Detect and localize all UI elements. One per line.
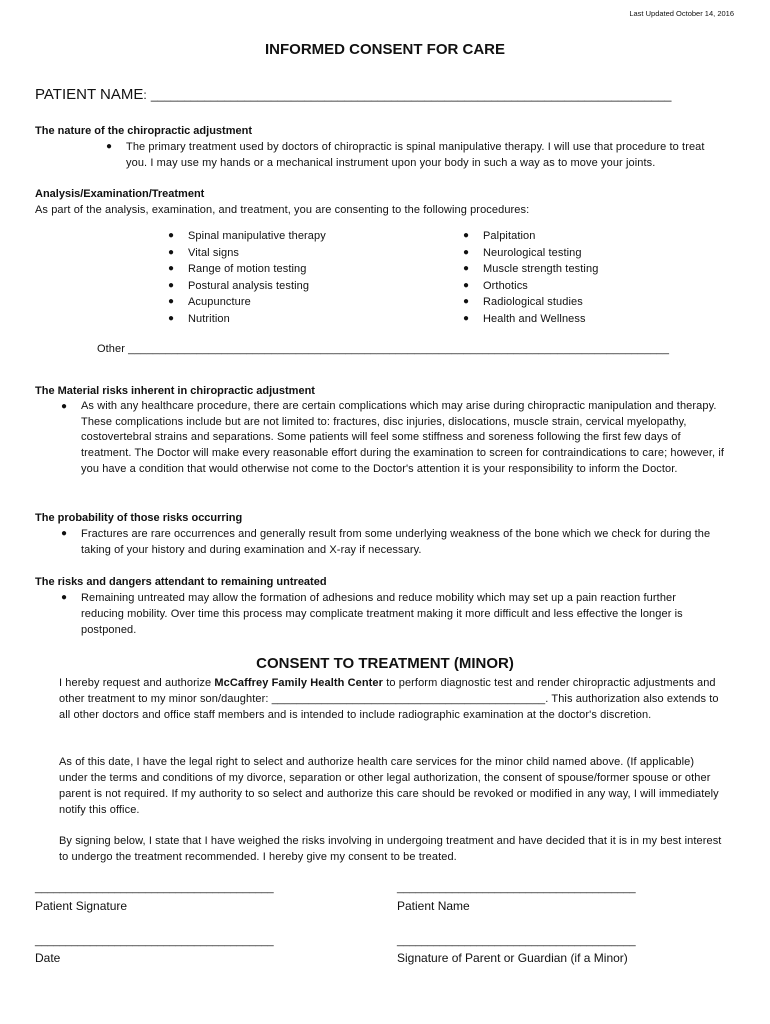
- nature-heading: The nature of the chiropractic adjustment: [35, 125, 252, 137]
- bullet-icon: ●: [463, 312, 470, 324]
- list-item: ● Neurological testing: [483, 245, 723, 262]
- patient-name-field[interactable]: ______________________________________________________________________________: [150, 88, 672, 102]
- guardian-signature-label: Signature of Parent or Guardian (if a Minor): [397, 951, 628, 965]
- patient-name-label: PATIENT NAME: [35, 86, 144, 103]
- untreated-list: [61, 590, 721, 638]
- bullet-icon: ●: [61, 592, 68, 603]
- bullet-icon: ●: [463, 296, 470, 307]
- probability-list: [61, 526, 733, 558]
- bullet-icon: ●: [168, 312, 175, 324]
- list-item: ● Acupuncture: [188, 294, 428, 311]
- clinic-name: McCaffrey Family Health Center: [214, 677, 384, 689]
- list-item: ● Muscle strength testing: [483, 261, 723, 278]
- untreated-heading: The risks and dangers attendant to remaining untreated: [35, 576, 327, 588]
- patient-name-row: PATIENT NAME: ______________________________________________________________________________: [35, 86, 672, 103]
- minor-paragraph-1: I hereby request and authorize McCaffrey Family Health Center to perform diagnostic test and render chiropractic adjustments and other treatment to my minor son/daughter: ____________________________________________. This authorization also extends to all other doctors and office staff members and is intended to include radiographic examination at the doctor's discretion.: [59, 677, 719, 721]
- minor-paragraph-3: By signing below, I state that I have weighed the risks involving in undergoing treatment and have decided that it is in my best interest to undergo the treatment recommended. I hereby give my consent to be treated.: [59, 835, 722, 863]
- list-item: ● As with any healthcare procedure, there are certain complications which may arise during chiropractic manipulation and therapy. These complications include but are not limited to: fractures, disc injuries, dislocations, muscle strain, cervical myelopathy, costovertebral strains and separations. Some patients will feel some stiffness and soreness following the first few days of treatment. The Doctor will make every reasonable effort during the examination to screen for contraindications to care; however, if you have a condition that would otherwise not come to the Doctor's attention it is your responsibility to inform the Doctor.: [61, 400, 725, 475]
- bullet-icon: ●: [168, 246, 175, 258]
- list-item: ● The primary treatment used by doctors of chiropractic is spinal manipulative therapy. I will use that procedure to treat you. I may use my hands or a mechanical instrument upon your body in such a way as to move your joints.: [106, 141, 705, 169]
- analysis-heading: Analysis/Examination/Treatment: [35, 188, 205, 200]
- analysis-intro: As part of the analysis, examination, and treatment, you are consenting to the following procedures:: [35, 204, 530, 216]
- guardian-signature-line[interactable]: _______________________________________: [397, 935, 636, 947]
- minor-paragraph-2: As of this date, I have the legal right to select and authorize health care services for the minor child named above. (If applicable) under the terms and conditions of my divorce, separation or other legal authorization, the consent of spouse/former spouse or other parent is not required. If my authority to so select and authorize this care should be revoked or modified in any way, I will immediately notify this office.: [59, 756, 719, 816]
- patient-name-line[interactable]: _______________________________________: [397, 882, 636, 894]
- list-item: ● Palpitation: [483, 228, 723, 245]
- material-risks-heading: The Material risks inherent in chiropractic adjustment: [35, 385, 315, 397]
- minor-consent-title: CONSENT TO TREATMENT (MINOR): [256, 655, 514, 672]
- list-item: ● Range of motion testing: [188, 261, 428, 278]
- patient-name-sig-label: Patient Name: [397, 899, 470, 913]
- bullet-icon: ●: [168, 263, 175, 274]
- procedures-left: [168, 228, 428, 327]
- bullet-icon: ●: [463, 263, 470, 274]
- bullet-icon: ●: [463, 246, 470, 258]
- list-item: ● Orthotics: [483, 278, 723, 295]
- list-item: ● Health and Wellness: [483, 311, 723, 328]
- material-risks-list: [61, 399, 733, 478]
- date-label: Date: [35, 951, 61, 965]
- bullet-icon: ●: [61, 528, 68, 539]
- nature-list: [106, 139, 716, 171]
- patient-signature-line[interactable]: _______________________________________: [35, 882, 274, 894]
- list-item: ● Spinal manipulative therapy: [188, 228, 428, 245]
- date-line[interactable]: _______________________________________: [35, 935, 274, 947]
- last-updated: Last Updated October 14, 2016: [629, 9, 734, 18]
- bullet-icon: ●: [106, 141, 113, 152]
- page-title: INFORMED CONSENT FOR CARE: [265, 41, 505, 58]
- list-item: ● Vital signs: [188, 245, 428, 262]
- other-field[interactable]: Other _______________________________________________________________________________________: [97, 343, 670, 355]
- procedures-right: [463, 228, 723, 327]
- list-item: ● Nutrition: [188, 311, 428, 328]
- patient-signature-label: Patient Signature: [35, 899, 128, 913]
- bullet-icon: ●: [168, 279, 175, 291]
- list-item: ● Postural analysis testing: [188, 278, 428, 295]
- list-item: ● Fractures are rare occurrences and generally result from some underlying weakness of the bone which we check for during the taking of your history and during examination and X-ray if necessary.: [61, 528, 711, 556]
- list-item: ● Remaining untreated may allow the formation of adhesions and reduce mobility which may set up a pain reaction further reducing mobility. Over time this process may complicate treatment making it more difficult and less effective the longer is postponed.: [61, 592, 683, 636]
- bullet-icon: ●: [168, 230, 175, 241]
- bullet-icon: ●: [61, 401, 68, 412]
- probability-heading: The probability of those risks occurring: [35, 512, 243, 524]
- bullet-icon: ●: [463, 279, 470, 291]
- bullet-icon: ●: [168, 296, 175, 307]
- list-item: ● Radiological studies: [483, 294, 723, 311]
- bullet-icon: ●: [463, 230, 470, 241]
